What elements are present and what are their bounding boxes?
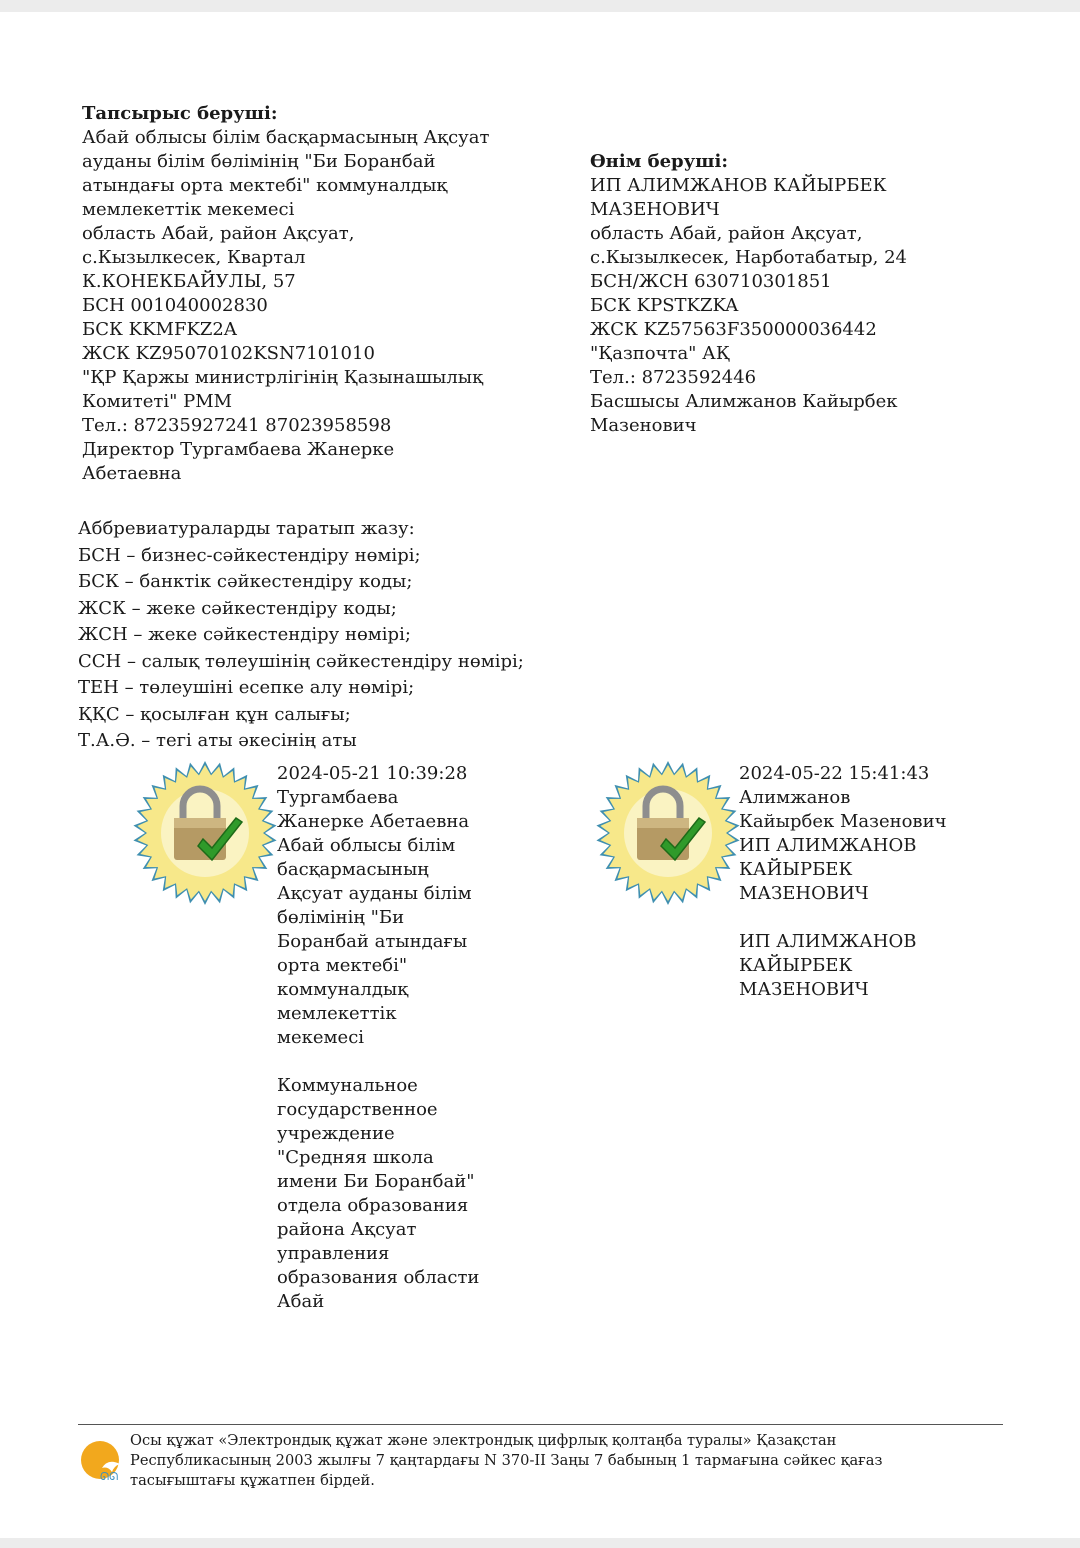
supplier-line: ИП АЛИМЖАНОВ КАЙЫРБЕК: [590, 175, 887, 196]
lock-highlight: [174, 818, 226, 828]
legal-notice-line: Республикасының 2003 жылғы 7 қаңтардағы N 370-II Заңы 7 бабының 1 тармағына сәйкес қағаз: [130, 1452, 883, 1469]
abbreviation-item: БСК – банктік сәйкестендіру коды;: [78, 571, 413, 592]
bottom-gray-bar: [0, 1538, 1080, 1548]
signature-timestamp: 2024-05-22 15:41:43: [739, 763, 930, 784]
signature-line: Боранбай атындағы: [277, 931, 468, 952]
signature-line: района Ақсуат: [277, 1219, 417, 1240]
signature-line: учреждение: [277, 1123, 395, 1144]
signature-line: Жанерке Абетаевна: [277, 811, 470, 832]
supplier-line: Басшысы Алимжанов Кайырбек: [590, 391, 898, 412]
customer-line: "ҚР Қаржы министрлігінің Қазынашылық: [82, 367, 484, 388]
legal-notice: [130, 1431, 882, 1491]
supplier-line: Тел.: 8723592446: [590, 367, 757, 388]
abbreviation-item: ССН – салық төлеушінің сәйкестендіру нөмірі;: [78, 650, 524, 672]
signature-line: коммуналдық: [277, 979, 409, 1000]
signature-line: [277, 1050, 479, 1074]
customer-line: Директор Тургамбаева Жанерке: [82, 439, 395, 460]
supplier-line: область Абай, район Ақсуат,: [590, 223, 863, 244]
signature-line: Кайырбек Мазенович: [739, 811, 947, 832]
top-gray-bar: [0, 0, 1080, 12]
signature-seal-icon: [130, 758, 280, 908]
legal-notice-line: Осы құжат «Электрондық құжат және электрондық цифрлық қолтаңба туралы» Қазақстан: [130, 1432, 837, 1449]
customer-line: Абетаевна: [82, 463, 182, 484]
legal-notice-line: тасығыштағы құжатпен бірдей.: [130, 1472, 375, 1489]
customer-line: ЖСК KZ95070102KSN7101010: [82, 343, 375, 364]
abbreviation-item: Т.А.Ә. – тегі аты әкесінің аты: [78, 730, 357, 751]
customer-heading: Тапсырыс беруші:: [82, 103, 278, 124]
signature-line: отдела образования: [277, 1195, 469, 1216]
customer-line: атындағы орта мектебі" коммуналдық: [82, 175, 448, 196]
signature-line: государственное: [277, 1099, 438, 1120]
abbreviation-item: ҚҚС – қосылған құн салығы;: [78, 703, 351, 725]
supplier-line: Мазенович: [590, 415, 697, 436]
customer-line: мемлекеттік мекемесі: [82, 199, 295, 220]
signature-line: орта мектебі": [277, 955, 408, 976]
customer-block: [82, 102, 489, 486]
signature-line: ИП АЛИМЖАНОВ: [739, 835, 917, 856]
footer-divider: [78, 1424, 1003, 1425]
signature-line: [739, 906, 946, 930]
signature-line: Тургамбаева: [277, 787, 399, 808]
signature-line: Абай облысы білім: [277, 835, 456, 856]
signature-line: управления: [277, 1243, 390, 1264]
supplier-line: МАЗЕНОВИЧ: [590, 199, 720, 220]
customer-line: К.КОНЕКБАЙУЛЫ, 57: [82, 271, 296, 292]
signature-seal-icon: [593, 758, 743, 908]
customer-line: Комитеті" РММ: [82, 391, 233, 412]
signature-line: мемлекеттік: [277, 1003, 397, 1024]
abbreviations-list: [78, 516, 524, 755]
customer-line: БСК KKMFKZ2A: [82, 319, 237, 340]
customer-line: Тел.: 87235927241 87023958598: [82, 415, 392, 436]
abbreviations-title: Аббревиатураларды таратып жазу:: [78, 518, 415, 539]
abbreviation-item: ТЕН – төлеушіні есепке алу нөмірі;: [78, 677, 415, 698]
customer-line: Абай облысы білім басқармасының Ақсуат: [82, 127, 490, 148]
supplier-line: "Қазпочта" АҚ: [590, 343, 730, 364]
signature-line: образования области: [277, 1267, 480, 1288]
signature-line: КАЙЫРБЕК: [739, 859, 853, 880]
signature-timestamp: 2024-05-21 10:39:28: [277, 763, 468, 784]
supplier-line: с.Кызылкесек, Нарботабатыр, 24: [590, 247, 908, 268]
customer-line: с.Кызылкесек, Квартал: [82, 247, 306, 268]
signature-line: Ақсуат ауданы білім: [277, 883, 472, 904]
customer-line: БСН 001040002830: [82, 295, 268, 316]
signature-line: КАЙЫРБЕК: [739, 955, 853, 976]
logo-ornament: ᘏᘏ: [100, 1470, 119, 1483]
signature-line: МАЗЕНОВИЧ: [739, 883, 869, 904]
supplier-heading: Өнім беруші:: [590, 151, 728, 172]
supplier-block: [590, 150, 907, 438]
signature-line: МАЗЕНОВИЧ: [739, 979, 869, 1000]
supplier-line: БСН/ЖСН 630710301851: [590, 271, 832, 292]
supplier-line: БСК KPSTKZKA: [590, 295, 739, 316]
signature-info-supplier: [739, 762, 946, 1002]
supplier-line: ЖСК KZ57563F350000036442: [590, 319, 877, 340]
signature-info-customer: [277, 762, 479, 1314]
abbreviation-item: БСН – бизнес-сәйкестендіру нөмірі;: [78, 544, 421, 566]
customer-line: ауданы білім бөлімінің "Би Боранбай: [82, 151, 436, 172]
signature-line: Абай: [277, 1291, 325, 1312]
egov-logo-icon: [80, 1438, 126, 1484]
abbreviation-item: ЖСН – жеке сәйкестендіру нөмірі;: [78, 624, 411, 645]
signature-line: мекемесі: [277, 1027, 365, 1048]
signature-line: бөлімінің "Би: [277, 907, 405, 928]
signature-line: басқармасының: [277, 859, 429, 880]
signature-line: "Средняя школа: [277, 1147, 434, 1168]
lock-highlight: [637, 818, 689, 828]
signature-line: Алимжанов: [739, 787, 851, 808]
signature-line: Коммунальное: [277, 1075, 418, 1096]
customer-line: область Абай, район Ақсуат,: [82, 223, 355, 244]
signature-line: ИП АЛИМЖАНОВ: [739, 931, 917, 952]
signature-line: имени Би Боранбай": [277, 1171, 475, 1192]
abbreviation-item: ЖСК – жеке сәйкестендіру коды;: [78, 597, 397, 619]
